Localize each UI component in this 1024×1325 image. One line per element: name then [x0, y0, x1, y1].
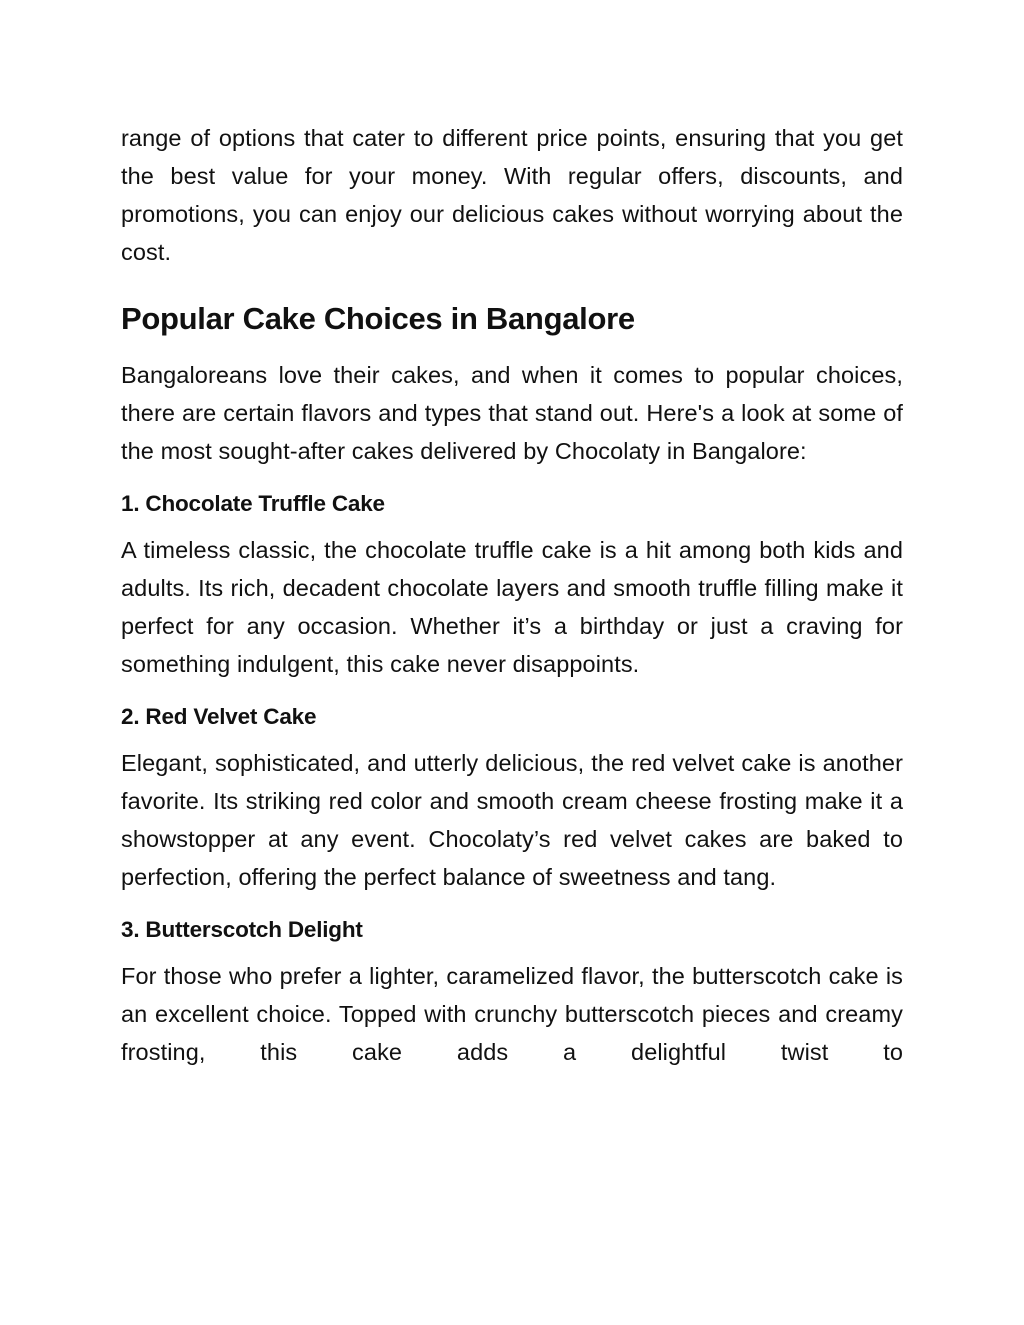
document-page [121, 119, 903, 1071]
cake-description-chocolate-truffle: A timeless classic, the chocolate truffle cake is a hit among both kids and adults. Its rich, decadent chocolate layers and smooth truffle filling make it perfect for any occasion. Whether it’s a birthday or just a craving for something indulgent, this cake never disappoints. [121, 537, 903, 677]
intro-paragraph: range of options that cater to different price points, ensuring that you get the best value for your money. With regular offers, discounts, and promotions, you can enjoy our delicious cakes without worrying about the cost. [121, 125, 903, 265]
cake-description-butterscotch: For those who prefer a lighter, caramelized flavor, the butterscotch cake is an excellent choice. Topped with crunchy butterscotch pieces and creamy frosting, this cake adds a delightful twist to [121, 963, 903, 1065]
cake-heading-red-velvet: 2. Red Velvet Cake [121, 704, 317, 729]
section-intro-paragraph: Bangaloreans love their cakes, and when it comes to popular choices, there are certain flavors and types that stand out. Here's a look at some of the most sought-after cakes delivered by Chocolaty in Bangalore: [121, 362, 903, 464]
cake-description-red-velvet: Elegant, sophisticated, and utterly delicious, the red velvet cake is another favorite. Its striking red color and smooth cream cheese frosting make it a showstopper at any event. Chocolaty’s red velvet cakes are baked to perfection, offering the perfect balance of sweetness and tang. [121, 750, 903, 890]
cake-heading-butterscotch: 3. Butterscotch Delight [121, 917, 363, 942]
section-heading: Popular Cake Choices in Bangalore [121, 301, 635, 336]
cake-heading-chocolate-truffle: 1. Chocolate Truffle Cake [121, 491, 385, 516]
